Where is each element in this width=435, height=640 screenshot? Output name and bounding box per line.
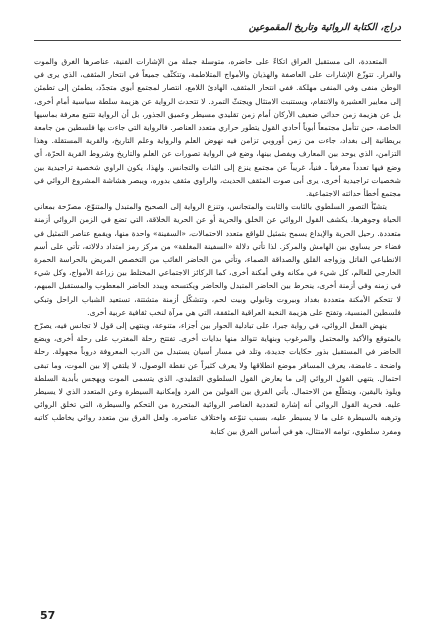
page-number: 57 [40, 609, 56, 622]
paragraph: ينهض الفعل الروائي، في رواية جبرا، على تبادلية الحوار بين أجزاء، متنوعة، وينتهي إلى قول لا تجانس فيه، يصرّح بالمتوقع والأكيد والمحتمل والمرغوب وبنهاية تتوالد منها بدايات أخرى. تفتتح رحلة المغترب على رحلة أخرى، ويضع الحاضر في المستقبل بذور حكايات جديدة، وتلد في مسار أسيان يستبدل من الدرب المعروفة دروباً مجهولة. رحلة واضحة ـ غامضة، يعرف المسافر موضع انطلاقها ولا يعرف كثيراً عن نقطة الوصول، لا يلتقي إلا بين الموت، وما تبقى احتمال. يتنهي القول الروائي إلى ما يعارض القول السلطوي التقليدي، الذي يتسمى الموت ويهجس بأبدية السلطة ويلوذ باليقين، ويتطلّع من الاحتمال. يأتي الفرق بين القولين من الفرد وإمكانية السيطرة وعن المتعدد الذي لا يسيطر عليه. فحرية القول الروائي أنه إشارة لتعددية العناصر الروائية المتحررة من التحكم والسيطرة، التي تخلق الروائي وترهبه بالسيطرة على ما لا يسيطر عليه، بسبب تنوّعه واختلاف عناصره. ولعل الفرق بين متعدد روائي يخاطب كاتبه ومفرد سلطوي، توامه الامتثال، هو في أساس الفرق بين كتابة [34, 321, 401, 436]
paragraph: المتعددة، الى مستقبل العراق اتكاءً على حاضره، متوسلة جملة من الإشارات الفنية، عناصرها الغرق والموت والقرار. تتوزّع الإشارات على العاصفة والهذيان والأمواج المتلاطمة، وتتكثّف جميعاً في انتحار المثقف، الذي يرى في الوطن منفى وفي المنفى مهلكة. ففي انتحار المثقف، الهادئ اللامع، انتصار لمجتمع أبوي متجدّد، يطمئن إلى تطمئن إلى معايير العشيرة والانتقام، ويستتبت الامتثال ويجتثّ التمرد. لا تتحدث الرواية عن هزيمة سلطة سياسية أمام أخرى، بل عن هزيمة زمن حداثي ضعيف الأركان أمام زمن تقليدي مسيطر وعميق الجذور، بل أن الرواية تتتبع معرفة بماسيها الخاصة، حين تتأمل مجتمعاً أبوياً أحادي القول يتطور حراري متعدد العناصر. فالرواية التي جاءت بها فلسطين من جامعة بريطانية إلى بغداد، جاءت من زمن أوروبي تزامن فيه نهوض العلم والرواية وعلم التاريخ، والقرية المستقلة. وهذا التزامن، الذي يوحد بين المعارف ويفصل بينها، وضع في الرواية تصورات عن العلم والتاريخ وشروط القرية الحرّة، أي وضع فيها تعدداً معرفياً ـ فنياً، غريباً عن مجتمع ينزع إلى الثبات والتجانس. ولهذا، يكون الراوي شخصية تراجيدية بين شخصيات تراجيدية أخرى، يرى أبى صوت المثقف الحديث، والراوي مثقف بدوره، ويبصر هشاشة المشروع الروائي في مجتمع أخطأ حداثته الاجتماعية. [34, 57, 401, 199]
body-text [34, 55, 401, 600]
header-divider [34, 40, 401, 41]
running-header-title: دراج، الكتابة الروائية وتاريخ المقموعين [248, 22, 401, 33]
running-header [34, 20, 401, 40]
paragraph: يتشيّأ التصور السلطوي بالثابت والثابت والمتجانس، وتنزع الرواية إلى الصحيح والمتبدل والمتنوّع، مصرّحة بمعاني الحياة وجوهرها. يكشف القول الروائي عن الخلق والحرية أو عن الحرية الخلاقة، التي تضع في الزمن الروائي أزمنة متعددة. رحيل الحرية والإبداع يسمح بتمثيل للواقع متعدد الاحتمالات، «السفينة» واحدة منها، ويقمع عناصر التمثيل في فضاء حر يساوي بين الهامش والمركز. لذا تأتي دلالة «السفينة المغلقة» من مركز رمز امتداد دلالاته، تأتي على أسم الانطباعي القاتل وزواجه القلق والصداقة الصماء، وتأتي من الحاضر الغائب من التخصص المريض بالحراسة الحمرة الخارجي للعالم، كل شيء في مكانه وفي أمكنة أخرى، كما الركائز الاجتماعي المختلط بين زراعة الأمواج، وكل شيء في زمنه وفي أزمنة أخرى، ينحرط بين الحاضر المتبدل والحاضر ويكتسحه ويبدد الحاضر المعطوب والمستقبل المبهم، لا تتحكم الأمكنة متعددة بغداد وبيروت وتابولي وبيت لحم، وتتشكّل أزمنة متشتتة، تستعيد الشباب الراحل وتبكي فلسطين المنسية، وتفتح على هزيمة النخبة العراقية المثقفة، التي هي مرآة لنخب ثقافية عربية أخرى. [34, 202, 401, 317]
